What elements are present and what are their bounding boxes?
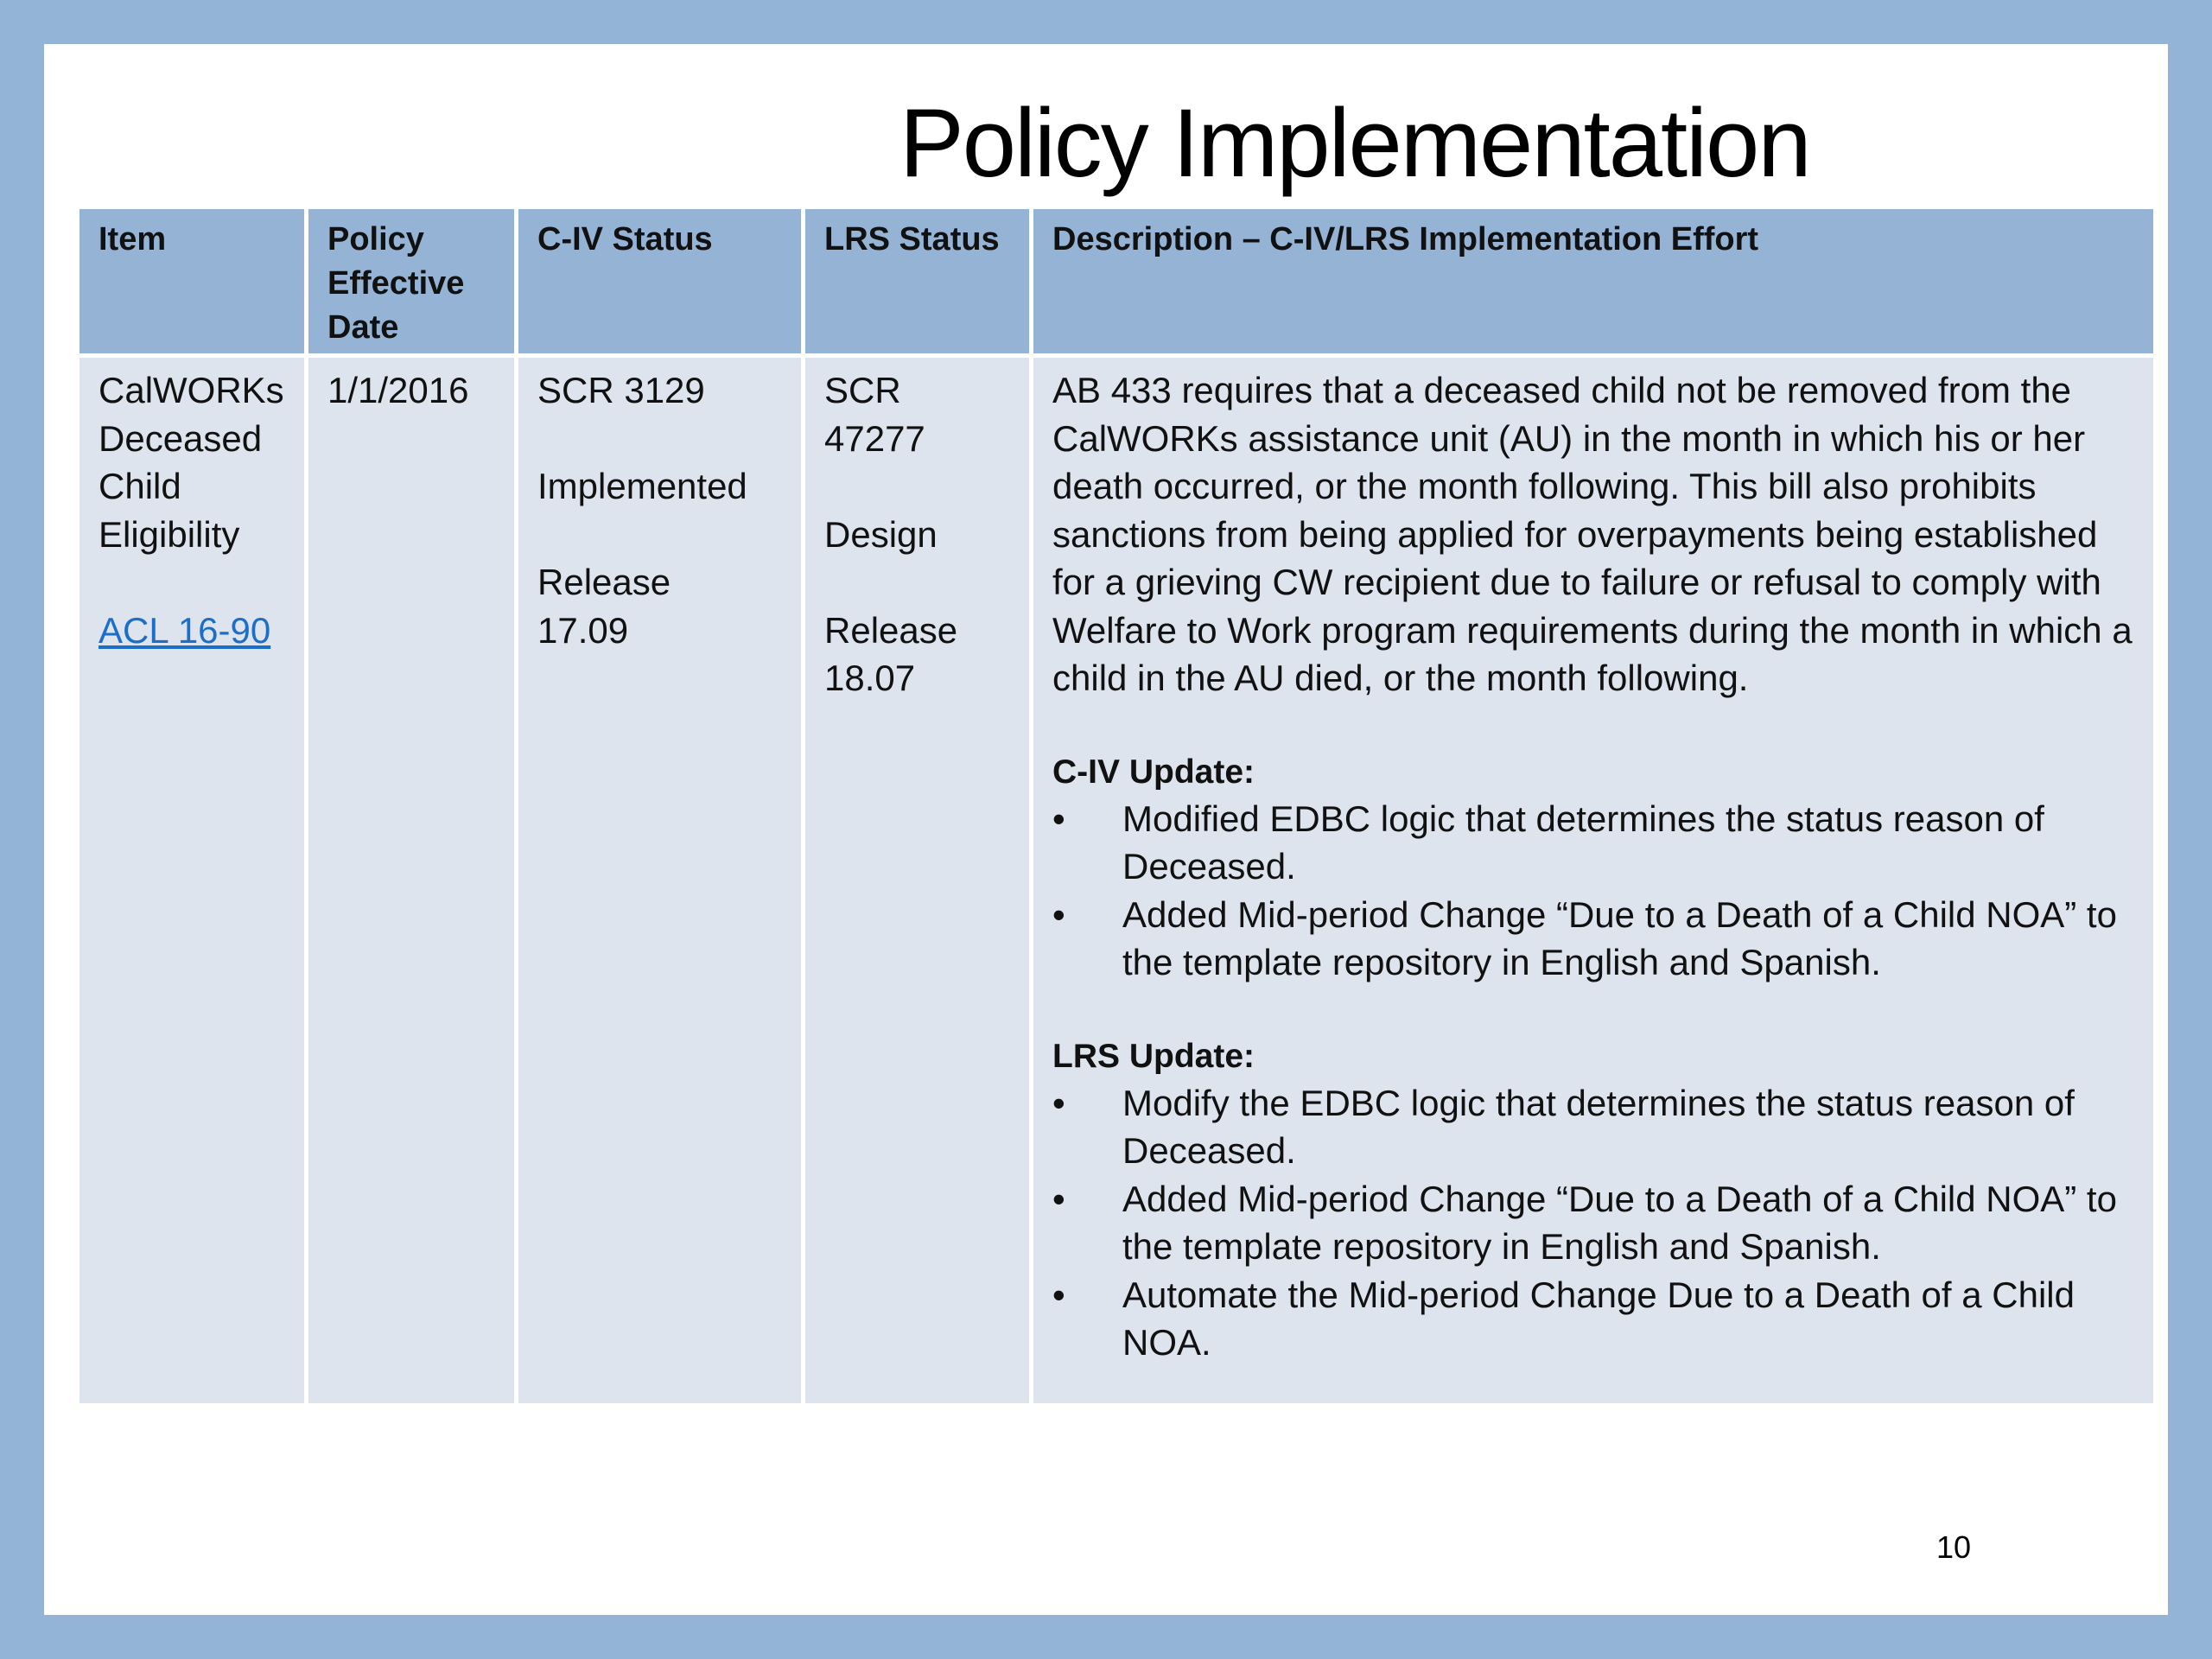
- civ-status-value: Implemented: [537, 466, 747, 506]
- lrs-update-heading: LRS Update:: [1052, 1037, 1255, 1075]
- header-description: Description – C-IV/LRS Implementation Effort: [1032, 207, 2156, 356]
- list-item: [1052, 1079, 2134, 1175]
- item-name-line: Eligibility: [99, 513, 240, 555]
- page-number: 10: [1936, 1529, 1972, 1565]
- cell-policy-effective-date: 1/1/2016: [307, 356, 517, 1406]
- list-item: [1052, 795, 2134, 891]
- table-row: [78, 356, 2156, 1406]
- bullet-icon: •: [1052, 1082, 1065, 1123]
- cell-item: [78, 356, 307, 1406]
- lrs-update-item: Added Mid-period Change “Due to a Death of a Child NOA” to the template repository in English and Spanish.: [1122, 1178, 2117, 1267]
- header-policy-effective-date-line: Policy: [327, 221, 424, 257]
- lrs-update-item: Modify the EDBC logic that determines the status reason of Deceased.: [1122, 1082, 2075, 1171]
- header-policy-effective-date-line: Date: [327, 309, 399, 346]
- lrs-update-item: Automate the Mid-period Change Due to a Death of a Child NOA.: [1122, 1274, 2075, 1363]
- item-name-line: CalWORKs: [99, 370, 284, 410]
- civ-update-item: Modified EDBC logic that determines the status reason of Deceased.: [1122, 798, 2044, 887]
- civ-update-item: Added Mid-period Change “Due to a Death of a Child NOA” to the template repository in English and Spanish.: [1122, 893, 2117, 982]
- header-civ-status: C-IV Status: [517, 207, 804, 356]
- header-lrs-status: LRS Status: [804, 207, 1032, 356]
- civ-release-number: 17.09: [537, 609, 629, 651]
- civ-update-heading: C-IV Update:: [1052, 753, 1255, 791]
- item-name-line: Deceased: [99, 417, 263, 459]
- lrs-release-number: 18.07: [824, 658, 916, 698]
- civ-scr-number: SCR 3129: [537, 370, 705, 410]
- slide: [44, 44, 2168, 1615]
- list-item: [1052, 891, 2134, 987]
- header-item: Item: [78, 207, 307, 356]
- list-item: [1052, 1175, 2134, 1271]
- civ-release-label: Release: [537, 562, 671, 602]
- lrs-update-list: [1052, 1079, 2134, 1367]
- bullet-icon: •: [1052, 893, 1065, 935]
- cell-description: [1032, 356, 2156, 1406]
- bullet-icon: •: [1052, 798, 1065, 839]
- acl-link[interactable]: ACL 16-90: [99, 609, 271, 651]
- policy-implementation-table: [75, 205, 2158, 1408]
- bullet-icon: •: [1052, 1178, 1065, 1219]
- cell-lrs-status: [804, 356, 1032, 1406]
- slide-title: Policy Implementation: [899, 89, 1810, 197]
- item-name-line: Child: [99, 466, 181, 506]
- lrs-release-label: Release: [824, 609, 958, 651]
- table-header-row: [78, 207, 2156, 356]
- header-policy-effective-date: [307, 207, 517, 356]
- civ-update-list: [1052, 795, 2134, 987]
- header-policy-effective-date-line: Effective: [327, 265, 465, 302]
- lrs-status-value: Design: [824, 513, 938, 555]
- lrs-scr-number: SCR 47277: [824, 370, 925, 459]
- bullet-icon: •: [1052, 1274, 1065, 1315]
- description-intro: AB 433 requires that a deceased child not be removed from the CalWORKs assistance unit (AU) in the month in which his or her death occurred, or the month following. This bill also prohibits sanctions from being applied for overpayments being established for a grieving CW recipient due to failure or refusal to comply with Welfare to Work program requirements during the month in which a child in the AU died, or the month following.: [1052, 370, 2133, 698]
- list-item: [1052, 1271, 2134, 1367]
- cell-civ-status: [517, 356, 804, 1406]
